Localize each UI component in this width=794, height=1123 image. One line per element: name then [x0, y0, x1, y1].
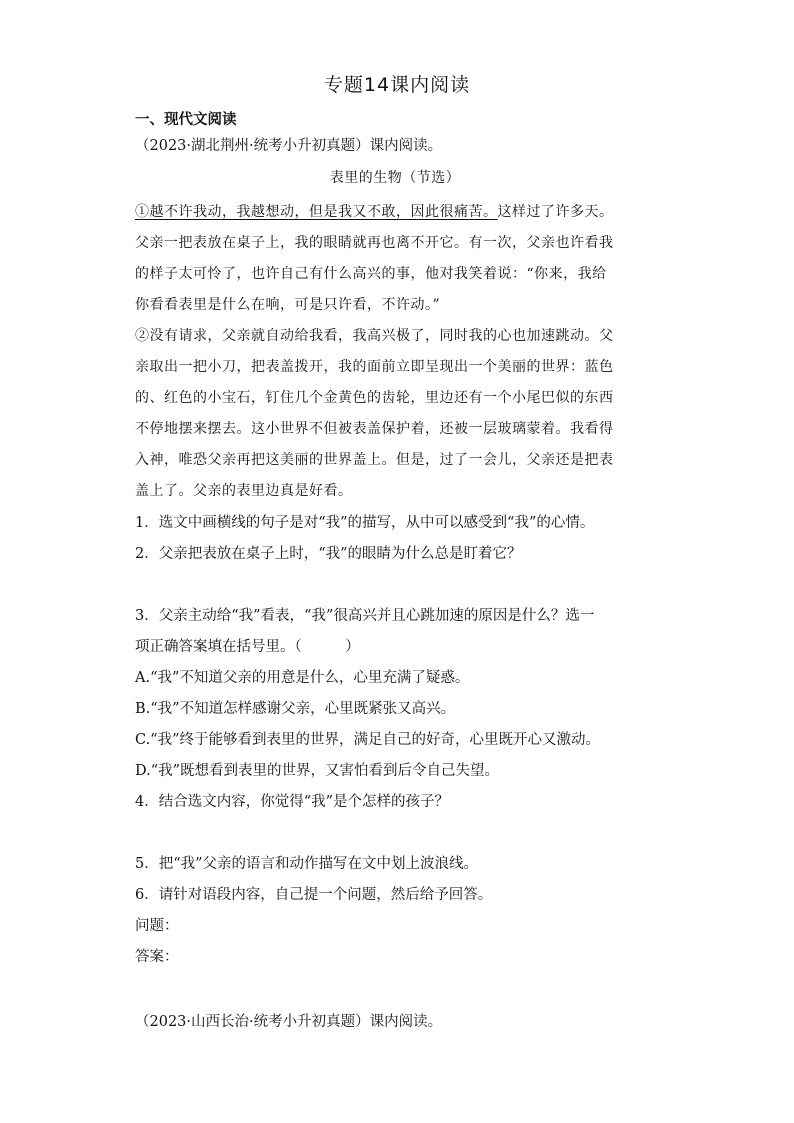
question-label: 问题： — [135, 918, 179, 934]
paragraph-2-line-5: 入神，唯恐父亲再把这美丽的世界盖上。但是，过了一会儿，父亲还是把表 — [135, 452, 614, 468]
question-3-line-1: 3．父亲主动给“我”看表，“我”很高兴并且心跳加速的原因是什么？选一 — [135, 608, 595, 624]
paragraph-2-line-6: 盖上了。父亲的表里边真是好看。 — [135, 483, 353, 499]
question-4: 4．结合选文内容，你觉得“我”是个怎样的孩子？ — [135, 794, 450, 810]
paragraph-1-line-2: 父亲一把表放在桌子上，我的眼睛就再也离不开它。有一次，父亲也许看我 — [135, 235, 614, 251]
section-heading: 一、现代文阅读 — [135, 112, 237, 128]
question-1: 1．选文中画横线的句子是对“我”的描写，从中可以感受到“我”的心情。 — [135, 515, 595, 531]
source-line-2: （2023·山西长治·统考小升初真题）课内阅读。 — [135, 1014, 443, 1030]
paragraph-1-line-1 — [135, 202, 695, 222]
paragraph-1-line-4: 你看看表里是什么在响，可是只许看，不许动。” — [135, 297, 441, 313]
paragraph-2-line-3: 的、红色的小宝石，钉住几个金黄色的齿轮，里边还有一个小尾巴似的东西 — [135, 390, 614, 406]
paragraph-1-line-3: 的样子太可怜了，也许自己有什么高兴的事，他对我笑着说：“你来，我给 — [135, 266, 607, 282]
answer-label: 答案： — [135, 949, 179, 965]
paragraph-2-line-1: ②没有请求，父亲就自动给我看，我高兴极了，同时我的心也加速跳动。父 — [135, 328, 614, 344]
paragraph-2-line-2: 亲取出一把小刀，把表盖拨开，我的面前立即呈现出一个美丽的世界：蓝色 — [135, 359, 614, 375]
paragraph-1-line-1-rest: 这样过了许多天。 — [497, 204, 614, 220]
option-c: C.“我”终于能够看到表里的世界，满足自己的好奇，心里既开心又激动。 — [135, 732, 601, 748]
page-title: 专题14课内阅读 — [323, 74, 471, 96]
question-6: 6．请针对语段内容，自己提一个问题，然后给予回答。 — [135, 887, 493, 903]
option-b: B.“我”不知道怎样感谢父亲，心里既紧张又高兴。 — [135, 701, 456, 717]
passage-title: 表里的生物（节选） — [329, 170, 461, 186]
option-d: D.“我”既想看到表里的世界，又害怕看到后令自己失望。 — [135, 763, 500, 779]
option-a: A.“我”不知道父亲的用意是什么，心里充满了疑惑。 — [135, 670, 470, 686]
underlined-sentence: ①越不许我动，我越想动，但是我又不敢，因此很痛苦。 — [135, 204, 498, 220]
question-5: 5．把“我”父亲的语言和动作描写在文中划上波浪线。 — [135, 856, 479, 872]
paragraph-2-line-4: 不停地摆来摆去。这小世界不但被表盖保护着，还被一层玻璃蒙着。我看得 — [135, 421, 614, 437]
question-3-line-2: 项正确答案填在括号里。（ ） — [135, 639, 360, 655]
source-line-1: （2023·湖北荆州·统考小升初真题）课内阅读。 — [135, 138, 443, 154]
question-2: 2．父亲把表放在桌子上时，“我”的眼睛为什么总是盯着它？ — [135, 546, 522, 562]
